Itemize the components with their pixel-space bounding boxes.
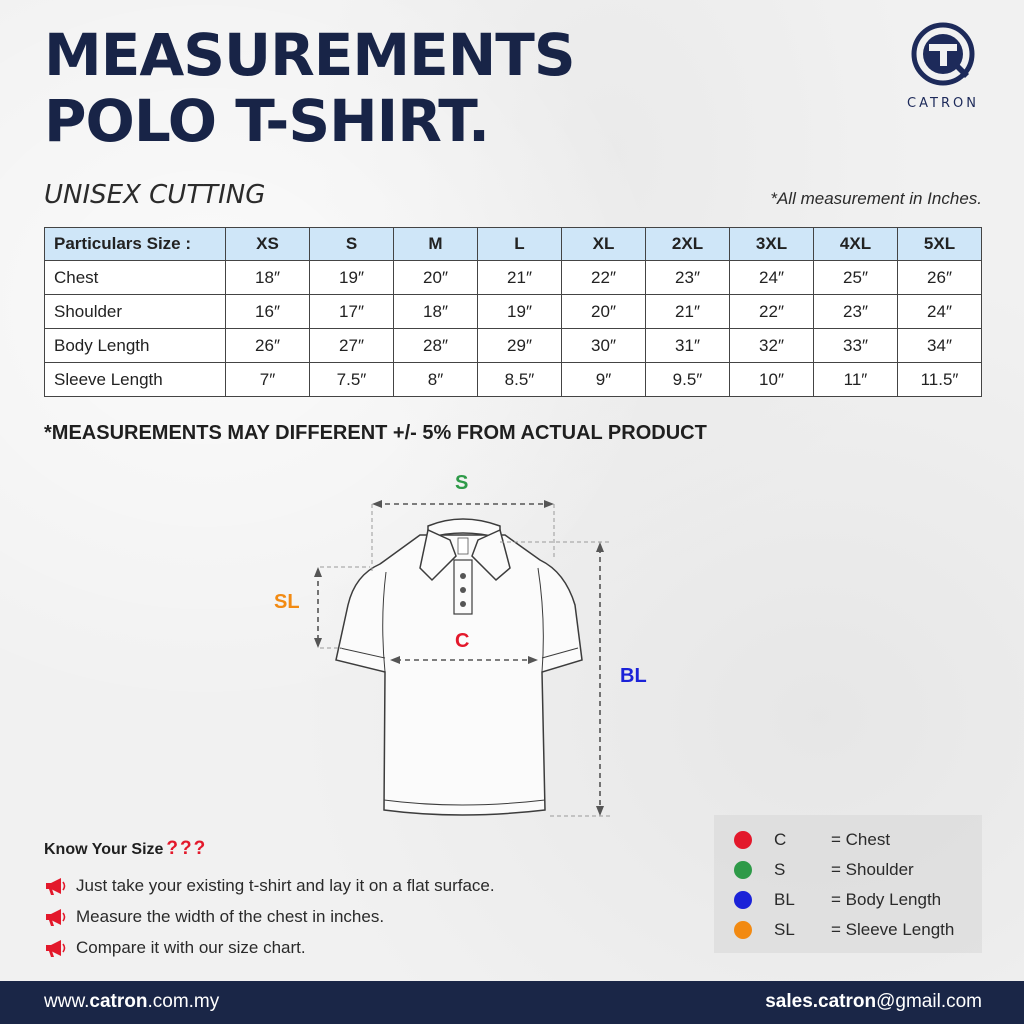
table-cell: 29″ [478, 329, 562, 363]
table-row [45, 363, 982, 397]
row-label: Sleeve Length [45, 363, 226, 397]
size-header: L [478, 228, 562, 261]
web-brand: catron [89, 991, 148, 1012]
table-cell: 8″ [394, 363, 478, 397]
web-suffix: .com.my [147, 991, 220, 1012]
table-cell: 26″ [226, 329, 310, 363]
title-line-1: MEASUREMENTS [44, 21, 575, 89]
orange-dot-icon [734, 921, 752, 939]
table-cell: 11″ [814, 363, 898, 397]
know-your-size-heading [44, 838, 207, 860]
table-cell: 24″ [730, 261, 814, 295]
green-dot-icon [734, 861, 752, 879]
legend-abbr: C [774, 830, 787, 849]
table-cell: 9.5″ [646, 363, 730, 397]
legend-abbr: SL [774, 920, 795, 939]
brand-name: CATRON [907, 96, 979, 111]
size-header: 5XL [898, 228, 982, 261]
subtitle: UNISEX CUTTING [44, 180, 266, 210]
table-cell: 26″ [898, 261, 982, 295]
website-link[interactable] [44, 991, 219, 1013]
row-label: Body Length [45, 329, 226, 363]
table-row [45, 261, 982, 295]
table-cell: 34″ [898, 329, 982, 363]
legend-desc: = Shoulder [831, 860, 914, 879]
web-prefix: www. [44, 991, 90, 1012]
polo-shirt-diagram [260, 460, 680, 830]
table-cell: 7″ [226, 363, 310, 397]
size-header: 4XL [814, 228, 898, 261]
legend-desc: = Chest [831, 830, 891, 849]
table-header-row [45, 228, 982, 261]
size-header: 3XL [730, 228, 814, 261]
red-dot-icon [734, 831, 752, 849]
catron-logo-icon [911, 22, 975, 86]
shoulder-label: S [455, 472, 469, 494]
title-line-2: POLO T-SHIRT. [44, 87, 490, 155]
size-header: M [394, 228, 478, 261]
tip-text: Compare it with our size chart. [76, 937, 306, 957]
table-cell: 20″ [394, 261, 478, 295]
size-header: S [310, 228, 394, 261]
size-chart-table [44, 227, 982, 397]
legend-desc: = Body Length [831, 890, 942, 909]
legend-item-shoulder [714, 855, 982, 885]
table-cell: 7.5″ [310, 363, 394, 397]
table-cell: 24″ [898, 295, 982, 329]
table-cell: 22″ [730, 295, 814, 329]
list-item [44, 932, 495, 963]
table-row [45, 329, 982, 363]
table-cell: 10″ [730, 363, 814, 397]
table-cell: 23″ [814, 295, 898, 329]
legend-abbr: S [774, 860, 786, 879]
body-length-label: BL [620, 665, 647, 687]
question-marks: ??? [166, 838, 208, 859]
mail-user: sales.catron [765, 991, 877, 1012]
chest-label: C [455, 630, 470, 652]
megaphone-icon [44, 876, 68, 896]
polo-shirt-illustration [260, 460, 680, 830]
megaphone-icon [44, 938, 68, 958]
mail-domain: @gmail.com [876, 991, 982, 1012]
size-header: 2XL [646, 228, 730, 261]
table-cell: 22″ [562, 261, 646, 295]
table-cell: 27″ [310, 329, 394, 363]
page-title [44, 22, 575, 154]
table-cell: 18″ [226, 261, 310, 295]
legend-item-sleeve-length [714, 915, 982, 945]
table-cell: 30″ [562, 329, 646, 363]
megaphone-icon [44, 907, 68, 927]
table-cell: 17″ [310, 295, 394, 329]
table-cell: 21″ [646, 295, 730, 329]
table-cell: 33″ [814, 329, 898, 363]
row-label: Chest [45, 261, 226, 295]
legend-desc: = Sleeve Length [831, 920, 955, 939]
unit-note: *All measurement in Inches. [770, 189, 982, 208]
measurement-legend [714, 815, 982, 953]
row-label: Shoulder [45, 295, 226, 329]
know-your-size-text: Know Your Size [44, 841, 164, 858]
table-cell: 28″ [394, 329, 478, 363]
table-cell: 19″ [310, 261, 394, 295]
table-cell: 19″ [478, 295, 562, 329]
legend-abbr: BL [774, 890, 795, 909]
legend-item-body-length [714, 885, 982, 915]
footer-bar [0, 981, 1024, 1024]
table-row [45, 295, 982, 329]
brand-logo [902, 22, 984, 111]
table-cell: 9″ [562, 363, 646, 397]
table-cell: 8.5″ [478, 363, 562, 397]
tip-text: Just take your existing t-shirt and lay it on a flat surface. [76, 875, 495, 895]
table-cell: 31″ [646, 329, 730, 363]
sleeve-length-label: SL [274, 591, 300, 613]
table-cell: 25″ [814, 261, 898, 295]
table-cell: 20″ [562, 295, 646, 329]
legend-item-chest [714, 825, 982, 855]
table-cell: 23″ [646, 261, 730, 295]
table-cell: 32″ [730, 329, 814, 363]
email-link[interactable] [765, 991, 982, 1013]
table-cell: 16″ [226, 295, 310, 329]
measurement-disclaimer: *MEASUREMENTS MAY DIFFERENT +/- 5% FROM ACTUAL PRODUCT [44, 422, 707, 444]
tip-text: Measure the width of the chest in inches. [76, 906, 385, 926]
list-item [44, 870, 495, 901]
size-header: XS [226, 228, 310, 261]
list-item [44, 901, 495, 932]
table-cell: 18″ [394, 295, 478, 329]
table-cell: 21″ [478, 261, 562, 295]
size-header: XL [562, 228, 646, 261]
table-cell: 11.5″ [898, 363, 982, 397]
blue-dot-icon [734, 891, 752, 909]
size-tips-list [44, 870, 495, 963]
table-header-label: Particulars Size : [45, 228, 226, 261]
